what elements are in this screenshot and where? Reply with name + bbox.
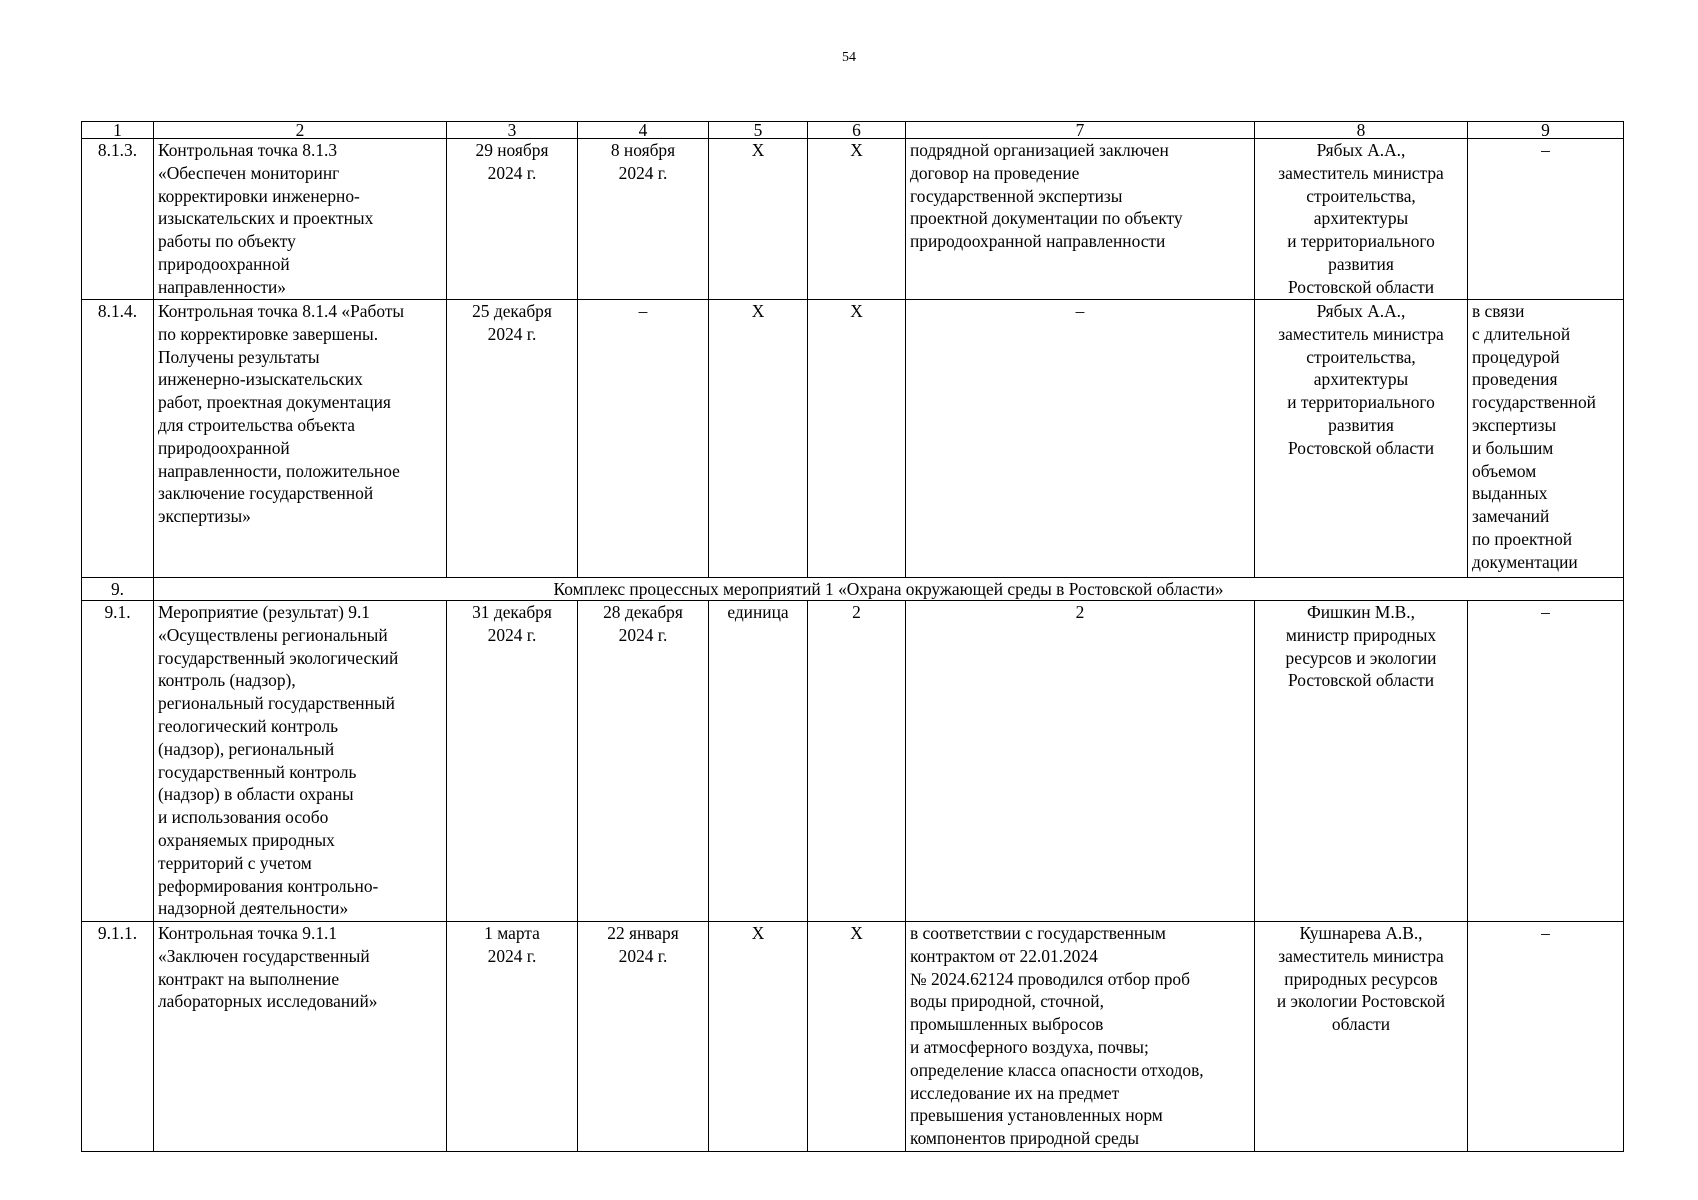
unit: X <box>709 922 808 1152</box>
plan-date: 31 декабря 2024 г. <box>447 601 578 922</box>
unit: X <box>709 300 808 578</box>
column-number: 2 <box>154 122 447 139</box>
responsible: Рябых А.А., заместитель министра строительства, архитектуры и территориального развития Ростовской области <box>1255 300 1468 578</box>
section-title: Комплекс процессных мероприятий 1 «Охрана окружающей среды в Ростовской области» <box>154 578 1624 601</box>
reason: – <box>1468 601 1624 922</box>
reason: в связи с длительной процедурой проведения государственной экспертизы и большим объемом выданных замечаний по проектной документации <box>1468 300 1624 578</box>
table-row <box>82 300 1624 578</box>
column-number-row <box>82 122 1624 139</box>
responsible: Рябых А.А., заместитель министра строительства, архитектуры и территориального развития Ростовской области <box>1255 139 1468 300</box>
unit: единица <box>709 601 808 922</box>
fact-value: в соответствии с государственным контрактом от 22.01.2024 № 2024.62124 проводился отбор проб воды природной, сточной, промышленных выбросов и атмосферного воздуха, почвы; определение класса опасности отходов, исследование их на предмет превышения установленных норм компонентов природной среды <box>906 922 1255 1152</box>
plan-date: 25 декабря 2024 г. <box>447 300 578 578</box>
fact-date: 22 января 2024 г. <box>578 922 709 1152</box>
column-number: 3 <box>447 122 578 139</box>
fact-value: – <box>906 300 1255 578</box>
column-number: 7 <box>906 122 1255 139</box>
responsible: Фишкин М.В., министр природных ресурсов и экологии Ростовской области <box>1255 601 1468 922</box>
row-name: Контрольная точка 8.1.4 «Работы по корректировке завершены. Получены результаты инженерно-изыскательских работ, проектная документация для строительства объекта природоохранной направленности, положительное заключение государственной экспертизы» <box>154 300 447 578</box>
plan-date: 29 ноября 2024 г. <box>447 139 578 300</box>
row-number: 8.1.4. <box>82 300 154 578</box>
row-name: Контрольная точка 8.1.3 «Обеспечен мониторинг корректировки инженерно- изыскательских и проектных работы по объекту природоохранной направленности» <box>154 139 447 300</box>
column-number: 1 <box>82 122 154 139</box>
column-number: 6 <box>808 122 906 139</box>
fact-date: 8 ноября 2024 г. <box>578 139 709 300</box>
row-number: 9.1. <box>82 601 154 922</box>
fact-date: 28 декабря 2024 г. <box>578 601 709 922</box>
fact-value: подрядной организацией заключен договор на проведение государственной экспертизы проектной документации по объекту природоохранной направленности <box>906 139 1255 300</box>
row-number: 9.1.1. <box>82 922 154 1152</box>
page-number: 54 <box>842 50 856 65</box>
reason: – <box>1468 922 1624 1152</box>
unit: X <box>709 139 808 300</box>
section-row <box>82 578 1624 601</box>
row-number: 9. <box>82 578 154 601</box>
column-number: 9 <box>1468 122 1624 139</box>
column-number: 4 <box>578 122 709 139</box>
report-table <box>81 121 1624 1152</box>
table-row <box>82 922 1624 1152</box>
table-row <box>82 601 1624 922</box>
responsible: Кушнарева А.В., заместитель министра природных ресурсов и экологии Ростовской области <box>1255 922 1468 1152</box>
plan-value: X <box>808 300 906 578</box>
plan-value: 2 <box>808 601 906 922</box>
row-name: Контрольная точка 9.1.1 «Заключен государственный контракт на выполнение лабораторных исследований» <box>154 922 447 1152</box>
table-row <box>82 139 1624 300</box>
plan-date: 1 марта 2024 г. <box>447 922 578 1152</box>
column-number: 8 <box>1255 122 1468 139</box>
column-number: 5 <box>709 122 808 139</box>
fact-date: – <box>578 300 709 578</box>
plan-value: X <box>808 139 906 300</box>
row-number: 8.1.3. <box>82 139 154 300</box>
fact-value: 2 <box>906 601 1255 922</box>
row-name: Мероприятие (результат) 9.1 «Осуществлены региональный государственный экологический контроль (надзор), региональный государственный геологический контроль (надзор), региональный государственный контроль (надзор) в области охраны и использования особо охраняемых природных территорий с учетом реформирования контрольно- надзорной деятельности» <box>154 601 447 922</box>
reason: – <box>1468 139 1624 300</box>
plan-value: X <box>808 922 906 1152</box>
